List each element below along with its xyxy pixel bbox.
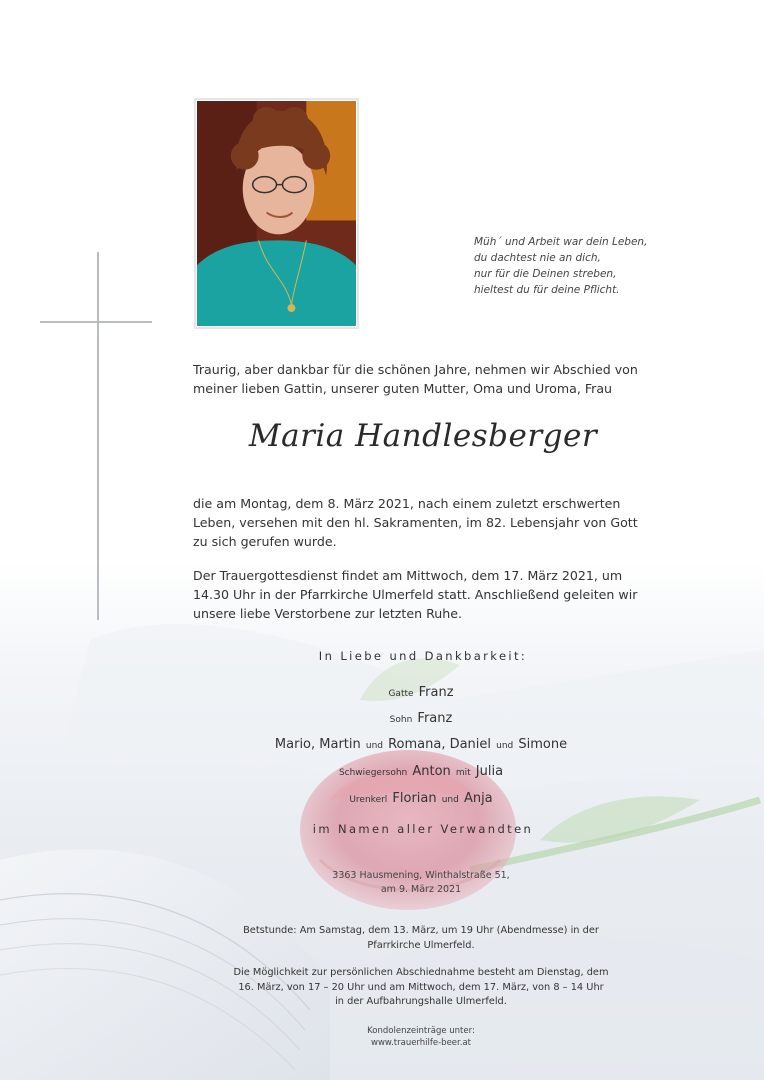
- mourner-name: Mario, Martin: [274, 737, 361, 752]
- poem-line: hieltest du für deine Pflicht.: [474, 284, 620, 296]
- mourner-role: Urenkerl: [349, 795, 388, 805]
- mourner-name: Anja: [463, 791, 493, 806]
- cross-vertical: [97, 252, 99, 620]
- mourner-role: Gatte: [388, 689, 414, 699]
- conjunction: mit: [455, 768, 471, 778]
- relatives-line: im Namen aller Verwandten: [312, 822, 534, 836]
- death-notice-line: die am Montag, dem 8. März 2021, nach einem zuletzt erschwerten: [193, 496, 621, 511]
- intro-text: [193, 360, 653, 398]
- farewell-line: in der Aufbahrungshalle Ulmerfeld.: [335, 996, 507, 1007]
- condolence-label: Kondolenzeinträge unter:: [367, 1026, 475, 1036]
- conjunction: und: [441, 795, 459, 805]
- intro-line: Traurig, aber dankbar für die schönen Jahre, nehmen wir Abschied von: [193, 362, 638, 377]
- funeral-line: Der Trauergottesdienst findet am Mittwoch, dem 17. März 2021, um: [193, 568, 623, 583]
- mourner-name: Romana, Daniel: [388, 737, 492, 752]
- conjunction: und: [365, 741, 383, 751]
- prayer-info: [193, 924, 649, 953]
- mourner-grandchildren: [193, 733, 649, 752]
- mourners-heading: In Liebe und Dankbarkeit:: [318, 649, 528, 663]
- condolence-info: [193, 1025, 649, 1049]
- mourner-role: Schwiegersohn: [338, 768, 408, 778]
- mourner-son-in-law: [193, 760, 649, 779]
- memorial-poem: [474, 234, 694, 298]
- condolence-url[interactable]: www.trauerhilfe-beer.at: [371, 1038, 471, 1048]
- funeral-line: 14.30 Uhr in der Pfarrkirche Ulmerfeld statt. Anschließend geleiten wir: [193, 587, 638, 602]
- farewell-line: 16. März, von 17 – 20 Uhr und am Mittwoch, dem 17. März, von 8 – 14 Uhr: [238, 981, 604, 993]
- mourner-name: Anton: [412, 764, 451, 779]
- prayer-line: Pfarrkirche Ulmerfeld.: [367, 939, 475, 951]
- farewell-info: [193, 966, 649, 1010]
- intro-line: meiner lieben Gattin, unserer guten Mutter, Oma und Uroma, Frau: [193, 381, 613, 396]
- mourner-name: Franz: [418, 685, 454, 700]
- mourner-name: Florian: [392, 791, 437, 806]
- conjunction: und: [496, 741, 514, 751]
- poem-line: du dachtest nie an dich,: [474, 252, 601, 264]
- address-block: [193, 869, 649, 897]
- death-notice-line: zu sich gerufen wurde.: [193, 534, 337, 549]
- portrait-photo: [194, 98, 359, 329]
- prayer-line: Betstunde: Am Samstag, dem 13. März, um 19 Uhr (Abendmesse) in der: [243, 925, 599, 936]
- address-line: 3363 Hausmening, Winthalstraße 51,: [332, 870, 510, 881]
- cross-horizontal: [40, 321, 152, 323]
- funeral-notice: [193, 566, 649, 623]
- farewell-line: Die Möglichkeit zur persönlichen Abschiednahme besteht am Dienstag, dem: [233, 967, 609, 978]
- death-notice: [193, 494, 649, 551]
- address-date: am 9. März 2021: [380, 884, 462, 895]
- mourner-son: [193, 707, 649, 726]
- poem-line: nur für die Deinen streben,: [474, 268, 617, 280]
- mourner-great-grandchildren: [193, 787, 649, 806]
- funeral-line: unsere liebe Verstorbene zur letzten Ruhe.: [193, 606, 462, 621]
- mourner-name: Julia: [475, 764, 504, 779]
- poem-line: Müh´ und Arbeit war dein Leben,: [474, 236, 648, 248]
- deceased-name: Maria Handlesberger: [248, 418, 598, 454]
- mourner-role: Sohn: [389, 715, 413, 725]
- death-notice-line: Leben, versehen mit den hl. Sakramenten, im 82. Lebensjahr von Gott: [193, 515, 638, 530]
- mourner-name: Franz: [417, 711, 453, 726]
- mourner-spouse: [193, 681, 649, 700]
- mourner-name: Simone: [518, 737, 568, 752]
